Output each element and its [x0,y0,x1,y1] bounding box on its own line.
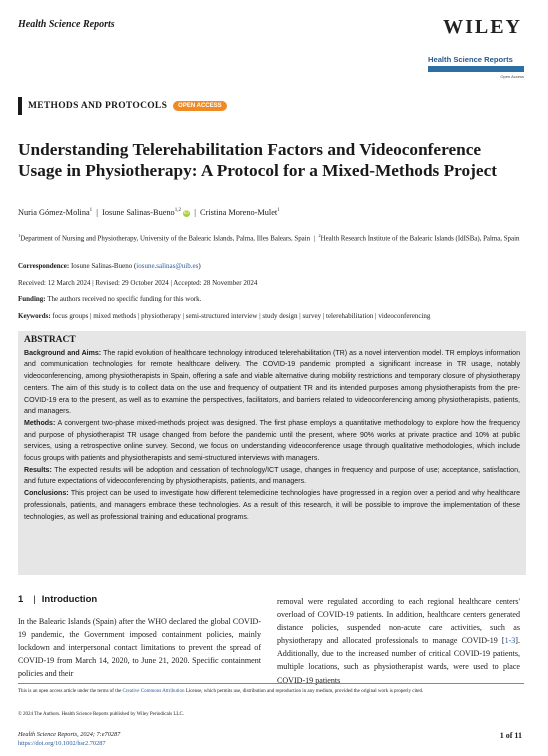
abstract-conclusions-label: Conclusions: [24,490,69,498]
section-bar [18,97,22,115]
author-affil-sup: 1 [89,208,93,214]
citation-link[interactable]: 1-3 [504,636,516,646]
body-column-left: In the Balearic Islands (Spain) after the WHO declared the global COVID-19 pandemic, the Government imposed containment policies, mainly lockdown and interpersonal contact limitations to prevent the spread of COVID-19 from March 14, 2020, to June 21, 2020. Specific containment policies and their [18,617,261,679]
citation-line: Health Science Reports, 2024; 7:e70287 [18,731,121,738]
journal-logo-sub: Open Access [500,74,524,79]
author-name[interactable]: Nuria Gómez-Molina [18,208,90,217]
footer-divider [18,683,524,684]
abstract-methods-text: A convergent two-phase mixed-methods project was designed. The first phase employs a quantitative methodology to explore how the frequency and purpose of physiotherapist TR usage changed from before the pandemic until the present, where 90% works at private practice and 10% at public services, using a retrospective online survey. Second, we focus on understanding videoconference usage through qualitative methodologies, which include focus groups with patients and physiotherapists and semi-structured interviews with managers. [24,419,520,463]
abstract-box [18,331,526,575]
author-list: Nuria Gómez-Molina$^1$ | Iosune Salinas-Bueno$^{1,2}$ iD | Cristina Moreno-Mulet$^1$ [18,208,280,217]
author-name[interactable]: Cristina Moreno-Mulet [200,208,278,217]
abstract-results [24,465,520,488]
keywords-text: focus groups | mixed methods | physiotherapy | semi-structured interview | study design | survey | telerehabilitation | videoconferencing [52,312,431,320]
email-link[interactable]: iosune.salinas@uib.es [136,262,199,270]
section-heading-introduction [18,594,97,605]
body-column-right [277,595,520,687]
license-note [18,688,524,695]
affil-sup: 1 [18,233,21,238]
section-title: Introduction [41,594,98,605]
journal-name-header: Health Science Reports [18,19,115,30]
license-link[interactable]: Creative Commons Attribution [122,689,185,694]
journal-logo [428,55,524,79]
author-affil-sup: 1 [277,208,280,214]
correspondence-text: Iosune Salinas-Bueno ( [70,262,137,270]
section-label: METHODS AND PROTOCOLS [28,101,168,111]
funding-label: Funding: [18,295,46,303]
keywords-label: Keywords: [18,312,51,320]
article-title: Understanding Telerehabilitation Factors and Videoconference Usage in Physiotherapy: A Protocol for a Mixed-Methods Project [18,140,498,180]
abstract-methods-label: Methods: [24,419,56,427]
abstract-results-label: Results: [24,466,52,474]
orcid-icon[interactable]: iD [184,209,189,216]
abstract-background-label: Background and Aims: [24,349,102,357]
body-text: ]. Additionally, due to the increased number of critical COVID-19 patients, multiple locations, such as physiotherapist wards, were used to place COVID-19 patients [277,636,520,685]
abstract-background [24,348,520,418]
copyright-note: © 2024 The Authors. Health Science Reports published by Wiley Periodicals LLC. [18,712,185,717]
correspondence-label: Correspondence: [18,262,70,270]
journal-logo-text: Health Science Reports [428,55,513,64]
open-access-badge: OPEN ACCESS [173,101,226,111]
correspondence-close: ) [198,262,201,270]
journal-logo-bar [428,66,524,79]
abstract-heading: ABSTRACT [24,335,76,345]
section-label-row [18,97,227,115]
license-text: License, which permits use, distribution and reproduction in any medium, provided the original work is properly cited. [184,689,424,694]
publisher-logo: WILEY [443,16,522,38]
affil-sup: 2 [318,233,321,238]
dates: Received: 12 March 2024 | Revised: 29 October 2024 | Accepted: 28 November 2024 [18,279,258,287]
abstract-methods [24,418,520,465]
citation-footer [18,731,120,748]
abstract-background-text: The rapid evolution of healthcare technology introduced telerehabilitation (TR) as a novel intervention model. TR employs information and communication technologies for remote healthcare delivery. The COVID-19 pandemic prompted a significant increase in TR usage, notably videoconferencing, among physiotherapists in Spain, offering a safe and viable alternative during mobility restrictions and temporary closure of physiotherapy centers. The aim of this study is to collect data on the use and frequency of outpatient TR and its intended purposes among physiotherapists from the pre-COVID-19 era to the present, as well as to examine the perspectives, facilitators, and barriers related to videoconferencing among physiotherapists, patients, and managers. [24,349,520,416]
author-affil-sup: 1,2 [174,208,181,214]
page-number: 1 of 11 [499,731,522,740]
abstract-results-text: The expected results will be adoption and cessation of technology/ICT usage, changes in frequency and purpose of use; acceptance, satisfaction, and future expectations of videoconferencing by physiotherapists, patients, and managers. [24,466,520,486]
doi-link[interactable]: https://doi.org/10.1002/hsr2.70287 [18,739,106,747]
affiliations: $^1$Department of Nursing and Physiotherapy, University of the Balearic Islands, Palma, Illes Balears, Spain | $^2$Health Research Institute of the Balearic Islands (IdISBa), Palma, Spain [18,233,520,243]
affiliation: Health Research Institute of the Balearic Islands (IdISBa), Palma, Spain [320,235,520,243]
license-text: This is an open access article under the terms of the [18,689,123,694]
abstract-conclusions [24,488,520,523]
author-name[interactable]: Iosune Salinas-Bueno [102,208,175,217]
section-number: 1 [18,594,24,605]
affiliation: Department of Nursing and Physiotherapy, University of the Balearic Islands, Palma, Illes Balears, Spain [20,235,311,243]
funding-text: The authors received no specific funding for this work. [47,295,202,303]
funding [18,295,524,304]
body-text: removal were regulated according to each regional healthcare centers' overload of COVID-19 patients. In addition, healthcare centers generated distance policies, suspended non-acute care activities, such as physiotherapy and allocated professionals to manage COVID-19 [ [277,597,520,646]
abstract-conclusions-text: This project can be used to investigate how different telemedicine technologies have progressed in a region over a period and why healthcare professionals, patients, and managers embrace these technologies. As a result of this research, it will be possible to improve the implementation of these technologies, as well as professional training and educational programs. [24,490,520,521]
correspondence [18,262,524,271]
keywords [18,312,524,321]
section-separator: | [33,594,36,605]
